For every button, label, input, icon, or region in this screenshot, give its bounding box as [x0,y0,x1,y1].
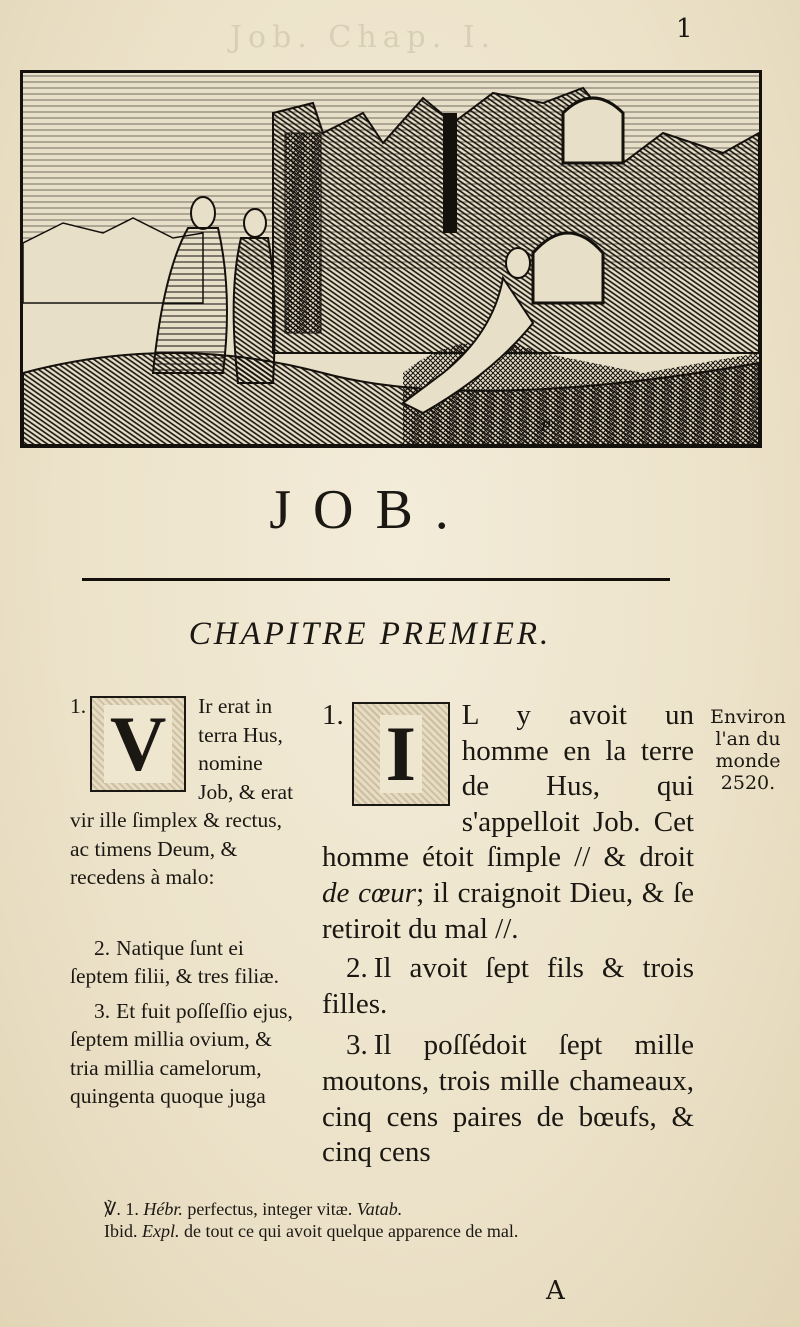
french-verse-1 [322,698,694,947]
french-verse-3 [322,1028,694,1170]
verse-text: ; il craignoit Dieu, & ſe retiroit du mal //. [322,876,694,945]
title-rule [82,578,670,581]
verse-text: Il avoit ſept fils & trois filles. [322,952,694,1020]
verse-number: 2. [346,952,368,985]
footnote-1: ℣. 1. Hébr. perfectus, integer vitæ. Vatab. [104,1199,403,1219]
latin-dropcap: V [90,696,186,792]
verse-text: Il poſſédoit ſept mille moutons, trois mille chameaux, cinq cens paires de bœufs, & cinq cens [322,1029,694,1169]
latin-verse-2 [70,914,300,991]
signature-mark: A [546,1276,565,1306]
margin-note-line: monde [715,750,781,772]
verse-number: 2. [94,935,111,960]
verse-number: 3. [94,998,111,1023]
woodcut-signature: P [541,418,551,435]
verse-number: 3. [346,1029,368,1062]
margin-note-line: 2520. [720,772,776,794]
verse-text: Ir erat in terra Hus, nomine Job, & erat vir ille ſimplex & rectus, ac timens Deum, & recedens à malo: [70,694,294,889]
chapter-heading: CHAPITRE PREMIER. [188,616,552,652]
verse-number: 1. [70,694,87,718]
margin-date-note [702,706,794,794]
verse-number: 1. [322,699,344,731]
footnote-2: Ibid. Expl. de tout ce qui avoit quelque apparence de mal. [104,1221,519,1241]
page-number: 1 [676,14,693,44]
latin-verse-3 [70,997,300,1111]
latin-verse-1 [70,692,300,892]
french-verse-2 [322,951,694,1022]
running-head-bleedthrough: Job. Chap. I. [230,20,497,55]
verse-text: L y avoit un homme en la terre de Hus, qui s'appelloit Job. Cet homme étoit ſimple // & droit [322,699,694,874]
verse-italic: de cœur [322,876,417,909]
verse-text: Et fuit poſſeſſio ejus, ſeptem millia ovium, & tria millia camelorum, quingenta quoque juga [70,998,293,1108]
footnotes [104,1198,684,1242]
woodcut-illustration [20,70,762,448]
margin-note-line: Environ [710,706,786,728]
margin-note-line: l'an du [715,728,781,750]
book-title: JOB. [269,479,471,541]
french-column [322,698,694,1171]
french-dropcap: I [352,702,450,806]
verse-text: Natique ſunt ei ſeptem filii, & tres filiæ. [70,935,279,988]
latin-column [70,692,300,1111]
